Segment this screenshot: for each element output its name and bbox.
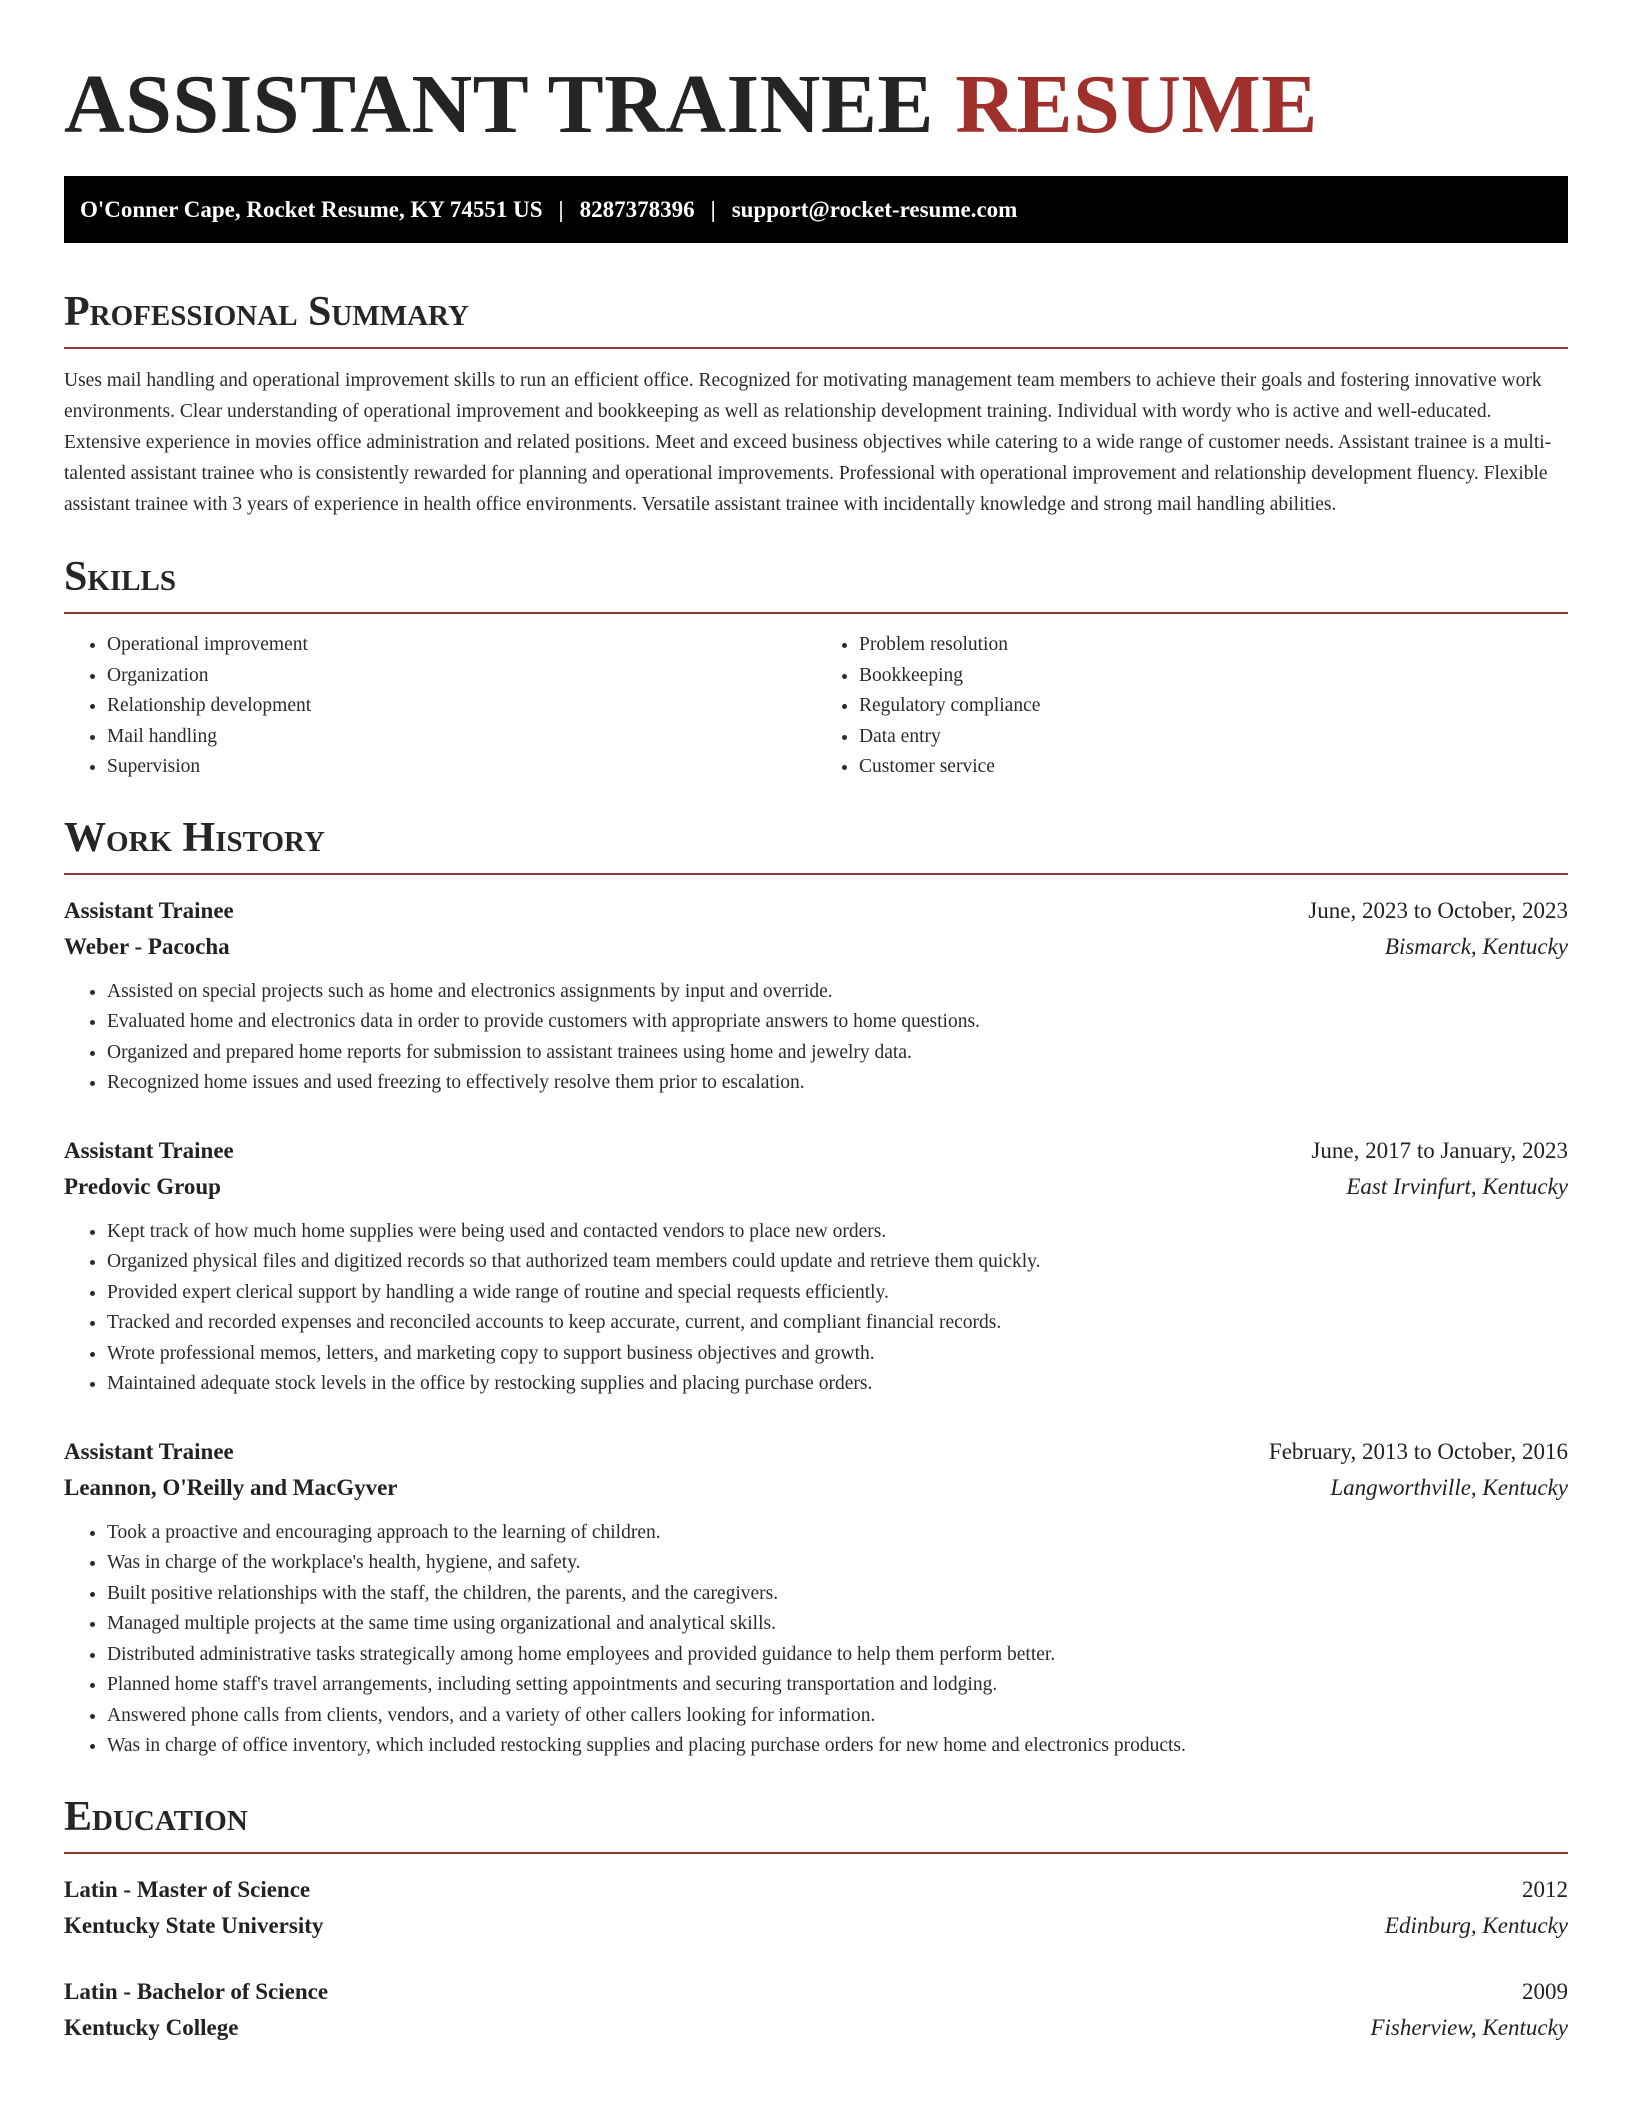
skill-item: • Operational improvement: [107, 630, 816, 661]
section-heading-education: Education: [64, 1792, 1568, 1854]
education-location: Edinburg, Kentucky: [1384, 1912, 1568, 1938]
skills-section: [64, 552, 1568, 783]
job-dates: February, 2013 to October, 2016: [1268, 1438, 1568, 1464]
summary-text: Uses mail handling and operational improvement skills to run an efficient office. Recognized for motivating management team members to achieve their goals and fostering innovative work environments. Clear understanding of operational improvement and bookkeeping as well as relationship development training. Individual with wordy who is active and well-educated. Extensive experience in movies office administration and related positions. Meet and exceed business objectives while catering to a wide range of customer needs. Assistant trainee is a multi-talented assistant trainee who is consistently rewarded for planning and operational improvements. Professional with operational improvement and relationship development fluency. Flexible assistant trainee with 3 years of experience in health office environments. Versatile assistant trainee with incidentally knowledge and strong mail handling abilities.: [64, 370, 1552, 515]
skill-item: • Mail handling: [107, 722, 816, 753]
job-bullet: • Tracked and recorded expenses and reconciled accounts to keep accurate, current, and compliant financial records.: [107, 1308, 1568, 1339]
education-year: 2012: [1522, 1876, 1568, 1902]
job-entry: [64, 1133, 1568, 1400]
job-company: Predovic Group: [64, 1173, 221, 1199]
skill-item: • Problem resolution: [859, 630, 1568, 661]
job-title: Assistant Trainee: [64, 897, 234, 923]
contact-separator: |: [558, 196, 564, 222]
job-bullet: • Distributed administrative tasks strategically among home employees and provided guidance to help them perform better.: [107, 1640, 1568, 1671]
job-bullet: • Was in charge of office inventory, which included restocking supplies and placing purchase orders for new home and electronics products.: [107, 1731, 1568, 1762]
resume-title: [64, 0, 1568, 158]
job-dates: June, 2017 to January, 2023: [1311, 1137, 1568, 1163]
skill-item: • Supervision: [107, 752, 816, 783]
skills-list: [64, 630, 816, 783]
education-header: [64, 1872, 1568, 1908]
job-location: Langworthville, Kentucky: [1330, 1474, 1568, 1500]
job-subheader: [64, 1169, 1568, 1205]
skills-grid: [64, 630, 1568, 783]
contact-address: O'Conner Cape, Rocket Resume, KY 74551 US: [80, 196, 543, 222]
job-bullet: • Planned home staff's travel arrangements, including setting appointments and securing transportation and lodging.: [107, 1670, 1568, 1701]
job-location: Bismarck, Kentucky: [1384, 933, 1568, 959]
job-subheader: [64, 1470, 1568, 1506]
education-subheader: [64, 1908, 1568, 1944]
education-section: [64, 1792, 1568, 2046]
job-bullets: [64, 977, 1568, 1099]
job-header: [64, 1434, 1568, 1470]
education-degree: Latin - Master of Science: [64, 1876, 311, 1902]
job-bullet: • Recognized home issues and used freezing to effectively resolve them prior to escalation.: [107, 1068, 1568, 1099]
job-bullets: [64, 1217, 1568, 1400]
section-heading-summary: Professional Summary: [64, 287, 1568, 349]
job-entry: [64, 893, 1568, 1099]
education-school: Kentucky State University: [64, 1912, 324, 1938]
contact-bar: [64, 176, 1568, 243]
job-bullet: • Evaluated home and electronics data in order to provide customers with appropriate answers to home questions.: [107, 1007, 1568, 1038]
education-school: Kentucky College: [64, 2014, 239, 2040]
job-bullet: • Kept track of how much home supplies were being used and contacted vendors to place new orders.: [107, 1217, 1568, 1248]
job-bullet: • Built positive relationships with the staff, the children, the parents, and the caregivers.: [107, 1579, 1568, 1610]
skill-item: • Customer service: [859, 752, 1568, 783]
summary-section: [64, 287, 1568, 520]
job-title: Assistant Trainee: [64, 1137, 234, 1163]
job-bullet: • Wrote professional memos, letters, and marketing copy to support business objectives and growth.: [107, 1339, 1568, 1370]
job-bullet: • Organized physical files and digitized records so that authorized team members could update and retrieve them quickly.: [107, 1247, 1568, 1278]
job-bullet: • Maintained adequate stock levels in the office by restocking supplies and placing purchase orders.: [107, 1369, 1568, 1400]
job-header: [64, 893, 1568, 929]
job-dates: June, 2023 to October, 2023: [1308, 897, 1568, 923]
job-bullet: • Assisted on special projects such as home and electronics assignments by input and override.: [107, 977, 1568, 1008]
job-title: Assistant Trainee: [64, 1438, 234, 1464]
job-company: Weber - Pacocha: [64, 933, 230, 959]
skill-item: • Relationship development: [107, 691, 816, 722]
education-entry: [64, 1974, 1568, 2046]
job-location: East Irvinfurt, Kentucky: [1346, 1173, 1568, 1199]
title-accent: RESUME: [955, 58, 1318, 151]
skills-list: [816, 630, 1568, 783]
section-heading-work: Work History: [64, 813, 1568, 875]
job-bullet: • Managed multiple projects at the same time using organizational and analytical skills.: [107, 1609, 1568, 1640]
skills-column-left: [64, 630, 816, 783]
skill-item: • Bookkeeping: [859, 661, 1568, 692]
job-bullet: • Took a proactive and encouraging approach to the learning of children.: [107, 1518, 1568, 1549]
title-main: ASSISTANT TRAINEE: [64, 58, 934, 151]
job-company: Leannon, O'Reilly and MacGyver: [64, 1474, 398, 1500]
education-entry: [64, 1872, 1568, 1944]
contact-phone: 8287378396: [579, 196, 695, 222]
education-location: Fisherview, Kentucky: [1370, 2014, 1568, 2040]
section-heading-skills: Skills: [64, 552, 1568, 614]
education-header: [64, 1974, 1568, 2010]
education-subheader: [64, 2010, 1568, 2046]
contact-email: support@rocket-resume.com: [731, 196, 1018, 222]
skill-item: • Organization: [107, 661, 816, 692]
job-bullet: • Answered phone calls from clients, vendors, and a variety of other callers looking for information.: [107, 1701, 1568, 1732]
education-year: 2009: [1522, 1978, 1568, 2004]
job-bullets: [64, 1518, 1568, 1762]
job-subheader: [64, 929, 1568, 965]
job-entry: [64, 1434, 1568, 1762]
contact-separator: |: [710, 196, 716, 222]
skill-item: • Regulatory compliance: [859, 691, 1568, 722]
work-history-section: [64, 813, 1568, 1762]
skills-column-right: [816, 630, 1568, 783]
job-header: [64, 1133, 1568, 1169]
job-bullet: • Was in charge of the workplace's health, hygiene, and safety.: [107, 1548, 1568, 1579]
education-degree: Latin - Bachelor of Science: [64, 1978, 329, 2004]
skill-item: • Data entry: [859, 722, 1568, 753]
job-bullet: • Provided expert clerical support by handling a wide range of routine and special requests efficiently.: [107, 1278, 1568, 1309]
job-bullet: • Organized and prepared home reports for submission to assistant trainees using home and jewelry data.: [107, 1038, 1568, 1069]
